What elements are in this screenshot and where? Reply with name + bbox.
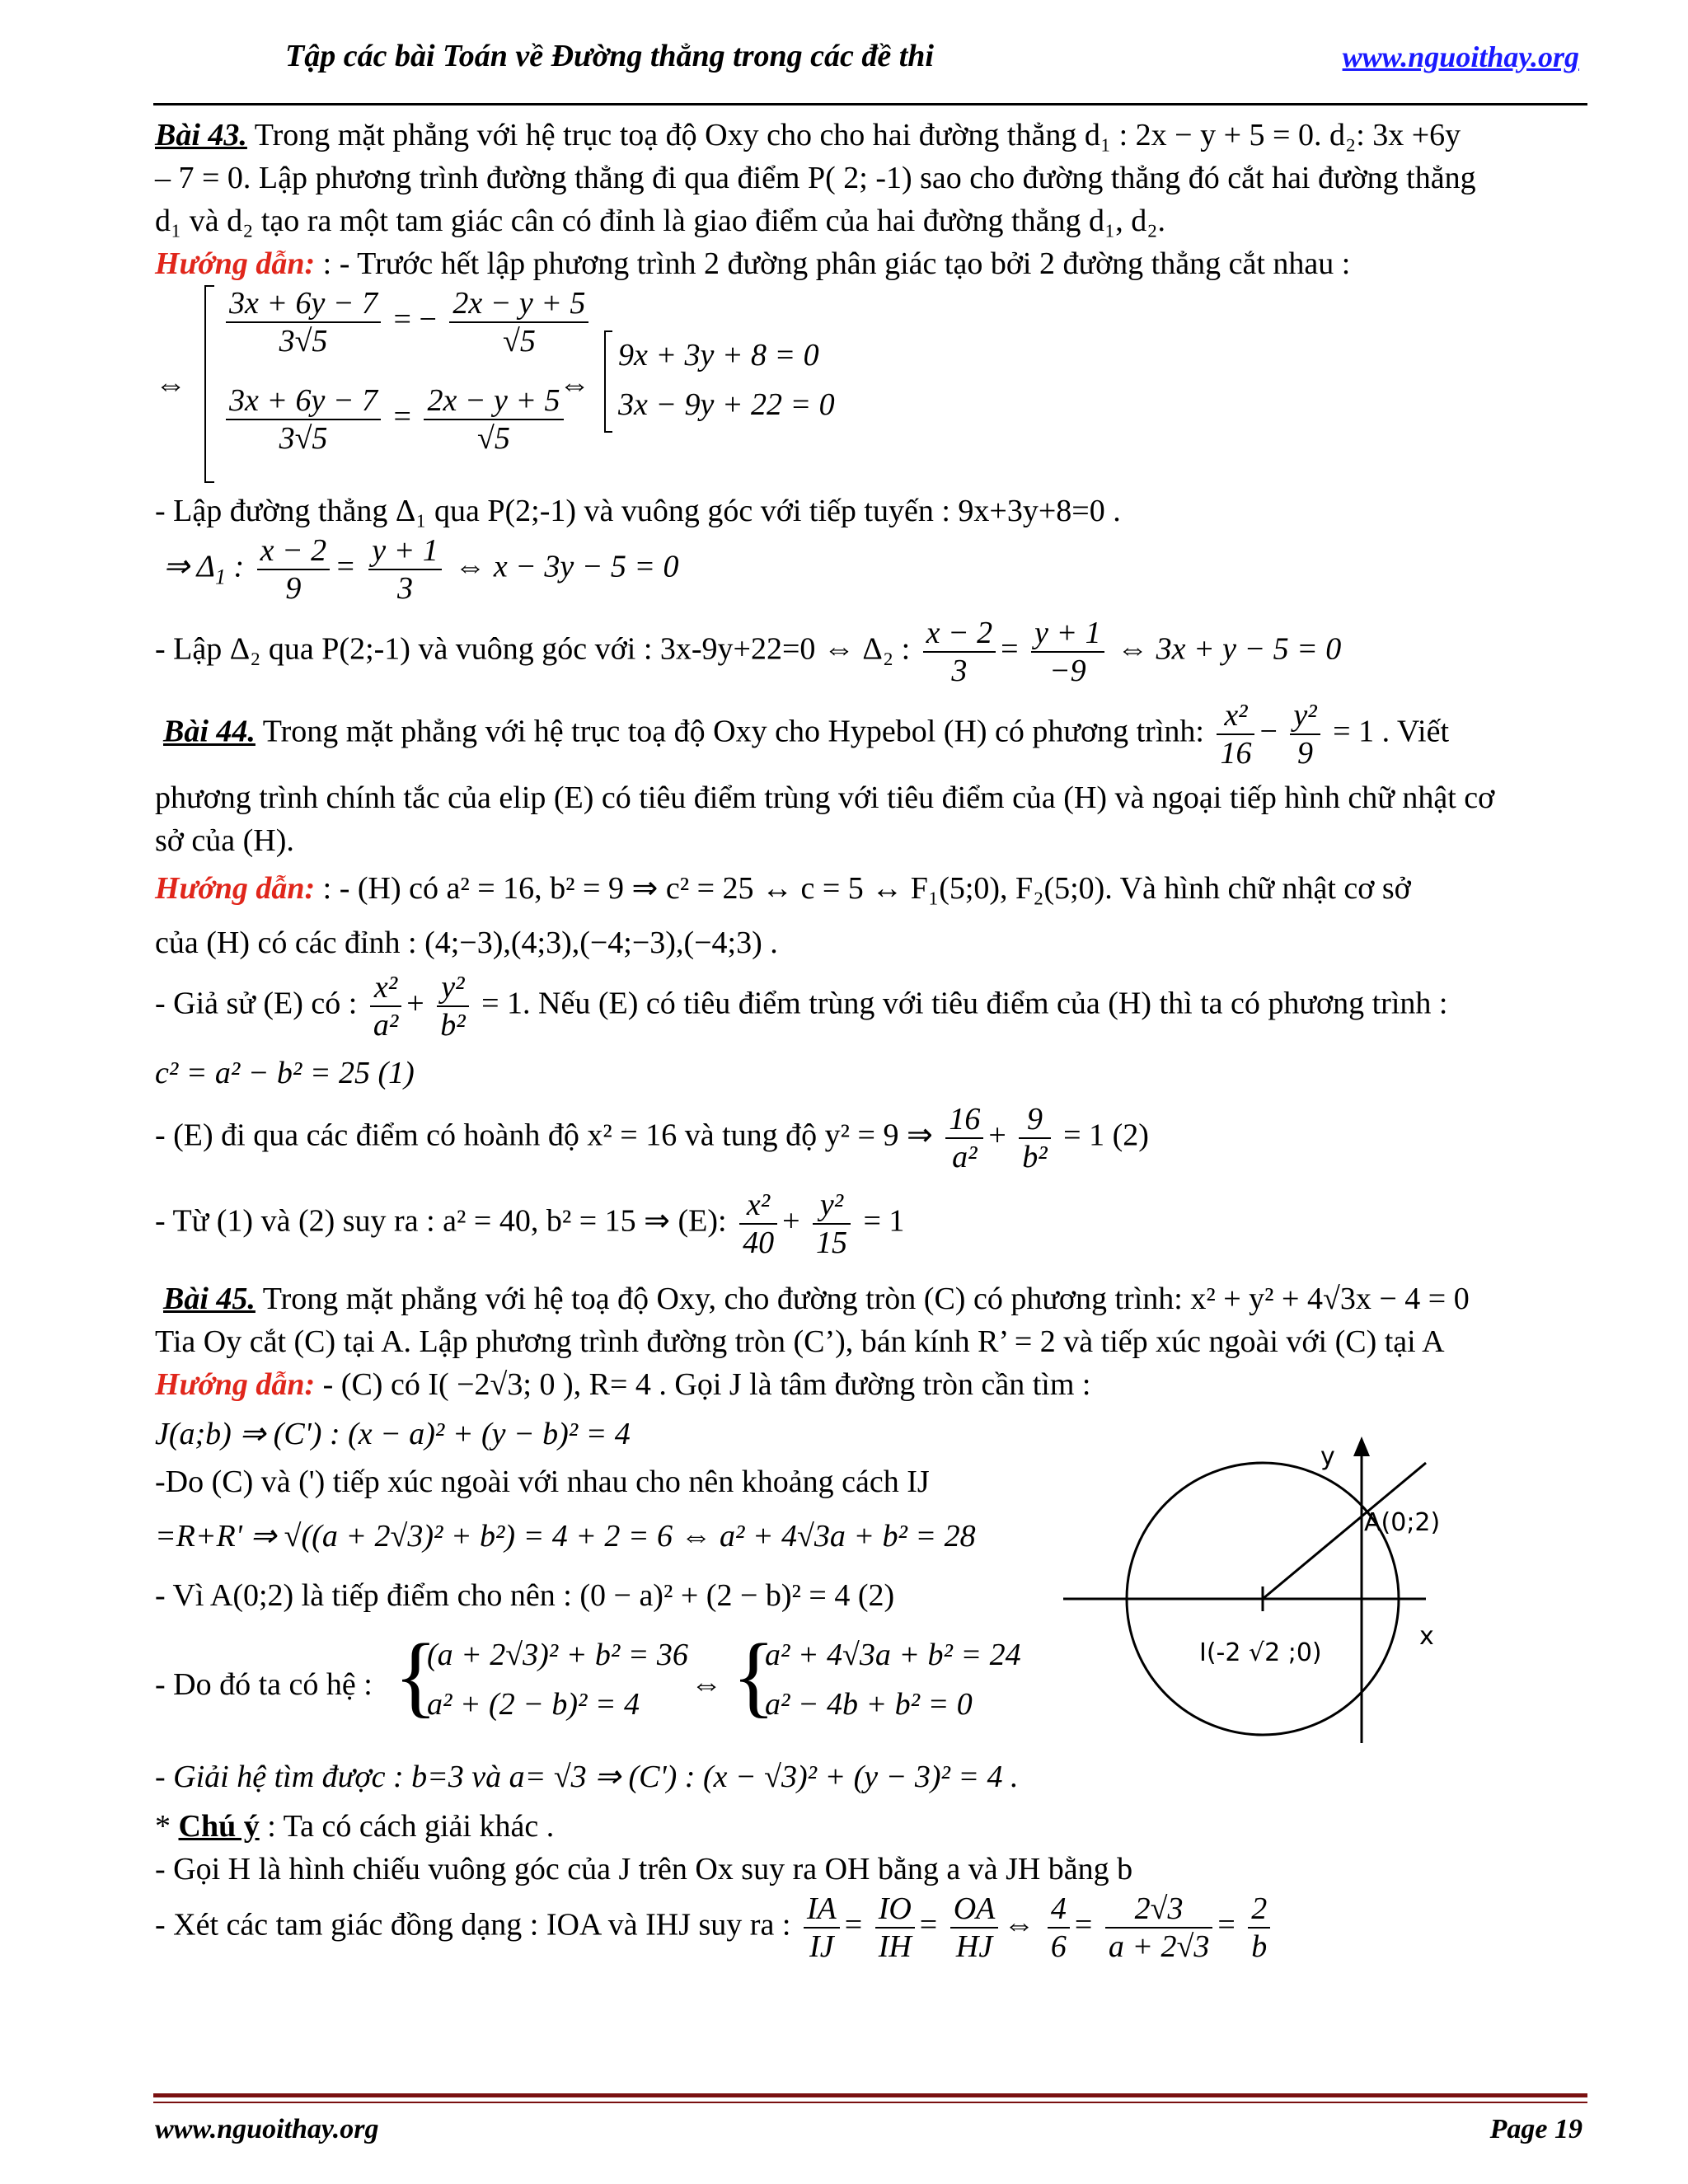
footer-rule-thin — [153, 2102, 1587, 2103]
problem-45-note: * Chú ý : Ta có cách giải khác . — [155, 1809, 555, 1844]
footer-page-number: Page 19 — [1489, 2114, 1582, 2144]
delta1-equation: ⇒ $\Delta_1$ : $\frac{x - 2}{9}$ = $\frac{y + 1}{3}$ ⇔ x − 3y − 5 = 0 — [163, 533, 679, 606]
problem-45-line1: Bài 45. Trong mặt phẳng với hệ toạ độ Oxy, cho đường tròn (C) có phương trình: x² + y² + 4√3x − 4 = 0 — [163, 1282, 1470, 1316]
problem-45-distance-text: -Do (C) và (') tiếp xúc ngoài với nhau cho nên khoảng cách IJ — [155, 1465, 930, 1499]
delta2-equation: - Lập Δ₂ qua P(2;-1) và vuông góc với : 3x-9y+22=0 ⇔ Δ₂ : $\frac{x - 2}{3}$ = $\frac{y + 1}{-9}$ ⇔ 3x + y − 5 = 0 — [155, 616, 1342, 688]
footer-site[interactable]: www.nguoithay.org — [155, 2114, 379, 2144]
point-i-label: I(-2 √2 ;0) — [1199, 1638, 1322, 1667]
problem-44-line1: Bài 44. Trong mặt phẳng với hệ trục toạ độ Oxy cho Hypebol (H) có phương trình: $\frac{\text{x²}}{16}$ − $\frac{\text{y²}}{9}$ = 1 . Viết — [163, 698, 1450, 771]
problem-45-circle-eq: J(a;b) ⇒ (C') : (x − a)² + (y − b)² = 4 — [155, 1417, 631, 1451]
header-title: Tập các bài Toán về Đường thẳng trong các đề thi — [285, 39, 934, 73]
problem-44-line3: sở của (H). — [155, 823, 294, 858]
bisector-result-1: 9x + 3y + 8 = 0 — [618, 338, 819, 373]
bisector-eq2: $\frac{3x + 6y - 7}{3√5}$ = $\frac{2x - y + 5}{√5}$ — [221, 382, 569, 457]
problem-45-ratio: - Xét các tam giác đồng dạng : IOA và IHJ suy ra : $\frac{IA}{IJ}$ = $\frac{IO}{IH}$ = $\frac{OA}{HJ}$ ⇔ $\frac{4}{6}$ = $\frac{2√3}{a + 2√3}$ = $\frac{2}{b}$ — [155, 1891, 1589, 1976]
problem-43-line1: Bài 43. Trong mặt phẳng với hệ trục toạ độ Oxy cho cho hai đường thẳng d₁ : 2x − y + 5 = 0. d₂: 3x +6y — [155, 118, 1461, 152]
problem-45-hint: Hướng dẫn: - (C) có I( −2√3; 0 ), R= 4 . Gọi J là tâm đường tròn cần tìm : — [155, 1367, 1091, 1402]
note-label: Chú ý — [178, 1809, 260, 1844]
problem-44-result: - Từ (1) và (2) suy ra : a² = 40, b² = 15 ⇒ (E): $\frac{\text{x²}}{40}$ + $\frac{\text{y²}}{15}$ = 1 — [155, 1188, 905, 1260]
problem-44-vertices: của (H) có các đỉnh : (4;−3),(4;3),(−4;−3),(−4;3) . — [155, 926, 778, 960]
problem-44-ellipse-assume: - Giả sử (E) có : $\frac{\text{x²}}{\text{a²}}$ + $\frac{\text{y²}}{\text{b²}}$ = 1. Nếu (E) có tiêu điểm trùng với tiêu điểm của (H) thì ta có phương trình : — [155, 970, 1448, 1043]
header-site-link[interactable]: www.nguoithay.org — [1342, 40, 1579, 73]
problem-44-eq2: - (E) đi qua các điểm có hoành độ x² = 16 và tung độ y² = 9 ⇒ $\frac{16}{\text{a²}}$ + $\frac{9}{\text{b²}}$ = 1 (2) — [155, 1102, 1149, 1174]
problem-45-alt-line1: - Gọi H là hình chiếu vuông góc của J trên Ox suy ra OH bằng a và JH bằng b — [155, 1852, 1133, 1886]
problem-44-line2: phương trình chính tắc của elip (E) có tiêu điểm trùng với tiêu điểm của (H) và ngoại tiếp hình chữ nhật cơ — [155, 780, 1495, 815]
problem-45-tangent-point: - Vì A(0;2) là tiếp điểm cho nên : (0 − a)² + (2 − b)² = 4 (2) — [155, 1578, 895, 1613]
problem-43-delta1-line: - Lập đường thẳng Δ₁ qua P(2;-1) và vuông góc với tiếp tuyến : 9x+3y+8=0 . — [155, 494, 1121, 528]
circle-figure — [1063, 1430, 1459, 1743]
problem-45-distance-eq: =R+R' ⇒ √((a + 2√3)² + b²) = 4 + 2 = 6 ⇔ a² + 4√3a + b² = 28 — [155, 1519, 976, 1554]
problem-44-hint: Hướng dẫn: : - (H) có a² = 16, b² = 9 ⇒ c² = 25 ↔ c = 5 ↔ F₁(5;0), F₂(5;0). Và hình chữ nhật cơ sở — [155, 871, 1411, 906]
bisector-eq1: $\frac{3x + 6y - 7}{3√5}$ = − $\frac{2x - y + 5}{√5}$ — [221, 285, 593, 359]
header-rule — [153, 103, 1587, 105]
point-a-label: A(0;2) — [1364, 1508, 1441, 1537]
x-axis-label: x — [1419, 1622, 1434, 1651]
hint-label: Hướng dẫn: — [155, 246, 316, 281]
footer-rule — [153, 2093, 1587, 2097]
problem-45-label: Bài 45. — [163, 1282, 256, 1316]
hint-label: Hướng dẫn: — [155, 871, 316, 906]
y-axis-arrow — [1353, 1436, 1370, 1456]
y-axis-label: y — [1320, 1442, 1335, 1471]
radius-ia — [1263, 1516, 1362, 1599]
bisector-result-2: 3x − 9y + 22 = 0 — [618, 387, 835, 422]
bisector-system: ⇔ $\frac{3x + 6y - 7}{3√5}$ = − $\frac{2x - y + 5}{√5}$ $\frac{3x + 6y - 7}{3√5}$ = $\frac{2x - y + 5}{√5}$ ⇔ 9x + 3y + 8 = 0 3x − 9y + 22 = 0 — [155, 285, 1589, 490]
problem-44-label: Bài 44. — [163, 714, 256, 749]
page-header — [153, 33, 1587, 91]
problem-43-line2: – 7 = 0. Lập phương trình đường thẳng đi qua điểm P( 2; -1) sao cho đường thẳng đó cắt hai đường thẳng — [155, 161, 1476, 195]
problem-43-line3: d₁ và d₂ tạo ra một tam giác cân có đỉnh là giao điểm của hai đường thẳng d₁, d₂. — [155, 204, 1165, 238]
problem-45-solution: - Giải hệ tìm được : b=3 và a= √3 ⇒ (C') : (x − √3)² + (y − 3)² = 4 . — [155, 1760, 1019, 1794]
problem-43-label: Bài 43. — [155, 118, 247, 152]
problem-44-eq1: c² = a² − b² = 25 (1) — [155, 1056, 415, 1090]
problem-45-system: - Do đó ta có hệ : { (a + 2√3)² + b² = 36 a² + (2 − b)² = 4 ⇔ { a² + 4√3a + b² = 24 a² − 4b + b² = 0 — [155, 1625, 1021, 1726]
problem-43-hint: Hướng dẫn: : - Trước hết lập phương trình 2 đường phân giác tạo bởi 2 đường thẳng cắt nhau : — [155, 246, 1351, 281]
hint-label: Hướng dẫn: — [155, 1367, 316, 1402]
problem-45-line2: Tia Oy cắt (C) tại A. Lập phương trình đường tròn (C’), bán kính R’ = 2 và tiếp xúc ngoài với (C) tại A — [155, 1324, 1445, 1359]
